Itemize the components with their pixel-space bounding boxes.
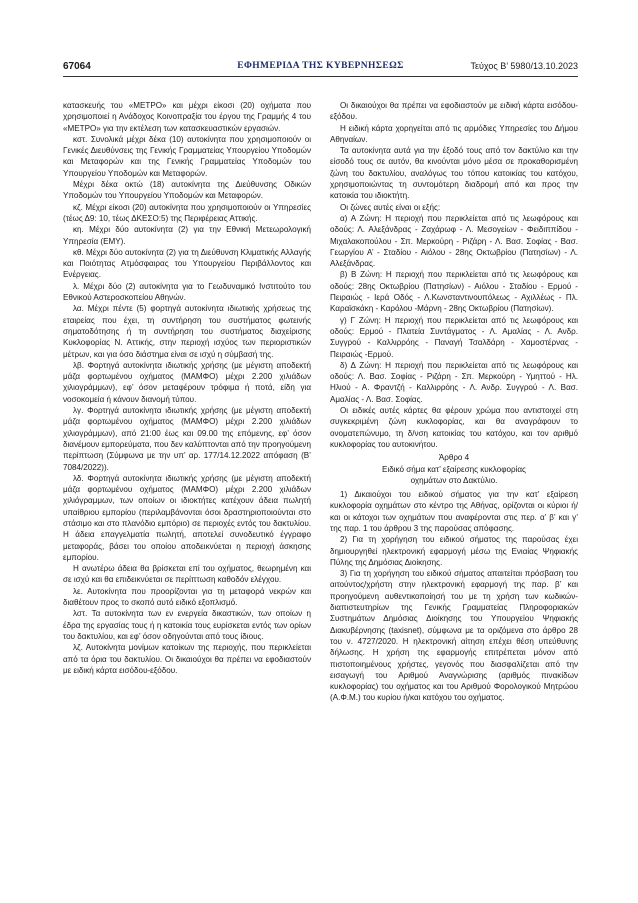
article-title-line-1: Ειδικό σήμα κατ’ εξαίρεσης κυκλοφορίας <box>382 464 526 474</box>
paragraph: λα. Μέχρι πέντε (5) φορτηγά αυτοκίνητα ιδιωτικής χρήσεως της εταιρείας που έχει, τη συντήρηση του συστήματος φωτεινής σηματοδότησης ή τη συντήρηση του συστήματος διαχείρισης Κυκλοφορίας Ν. Αττικής, στην περιοχή ισχύος των περιοριστικών μέτρων, και για όσο διάστημα είναι σε ισχύ η σύμβασή της. <box>63 304 311 359</box>
paragraph: κθ. Μέχρι δύο αυτοκίνητα (2) για τη Διεύθυνση Κλιματικής Αλλαγής και Ποιότητας Ατμόσφαιρας του Υπουργείου Περιβάλλοντος και Ενέργειας. <box>63 247 311 280</box>
paragraph: Μέχρι δέκα οκτώ (18) αυτοκίνητα της Διεύθυνσης Οδικών Υποδομών του Υπουργείου Υποδομών και Μεταφορών. <box>63 180 311 201</box>
paragraph: Οι ζώνες αυτές είναι οι εξής: <box>340 202 441 212</box>
left-column <box>63 100 311 676</box>
issue-reference: Τεύχος Β’ 5980/13.10.2023 <box>470 61 578 71</box>
paragraph: κζ. Μέχρι είκοσι (20) αυτοκίνητα που χρησιμοποιούν οι Υπηρεσίες (τέως Δ9: 10, τέως ΔΚΕΣΟ:5) της Περιφέρειας Αττικής. <box>63 202 311 223</box>
paragraph: κη. Μέχρι δύο αυτοκίνητα (2) για την Εθνική Μετεωρολογική Υπηρεσία (ΕΜΥ). <box>63 225 311 246</box>
paragraph: Η ανωτέρω άδεια θα βρίσκεται επί του οχήματος, θεωρημένη και σε ισχύ και θα επιδεικνύεται σε περίπτωση καθοδόν ελέγχου. <box>63 564 311 585</box>
paragraph: β) Β Ζώνη: Η περιοχή που περικλείεται από τις λεωφόρους και οδούς: 28ης Οκτωβρίου (Πατησίων) - Αιόλου - Σταδίου - Ερμού - Πειραιώς - Ιερά Οδός - Λ.Κωνσταντινουπόλεως - Αχιλλέως - Πλ. Καραϊσκάκη - Καρόλου -Μάρνη - 28ης Οκτωβρίου (Πατησίων). <box>330 270 578 314</box>
paragraph: λστ. Τα αυτοκίνητα των εν ενεργεία δικαστικών, των οποίων η έδρα της εργασίας τους ή η κατοικία τους ευρίσκεται εντός των ορίων του δακτυλίου, και εφ’ όσον οδηγούνται από τους ίδιους. <box>63 609 311 641</box>
paragraph: Η ειδική κάρτα χορηγείται από τις αρμόδιες Υπηρεσίες του Δήμου Αθηναίων. <box>330 123 578 144</box>
paragraph: 3) Για τη χορήγηση του ειδικού σήματος απαιτείται πρόσβαση του αιτούντος/χρήστη στην ηλεκτρονική εφαρμογή της παρ. β’ και προηγούμενη αυθεντικοποίησή του με τη χρήση των κωδικών- διαπιστευτηρίων της Γενικής Γραμματείας Πληροφοριακών Συστημάτων Δημόσιας Διοίκησης του Υπουργείου Ψηφιακής Διακυβέρνησης (taxisnet), σύμφωνα με τα οριζόμενα στο άρθρο 28 του ν. 4727/2020. Η ηλεκτρονική αίτηση επέχει θέση υπεύθυνης δήλωσης. Η χρήση της εφαρμογής επιτρέπεται μόνον από πιστοποιημένους χρήστες, γεγονός που διασφαλίζεται από την εισαγωγή του Αριθμού Αναγνώρισης (αριθμός πινακίδων κυκλοφορίας) του οχήματος και του Αριθμού Φορολογικού Μητρώου (Α.Φ.Μ.) του κυρίου ή/και κατόχου του οχήματος. <box>330 569 578 703</box>
page-number: 67064 <box>63 61 91 72</box>
paragraph: Οι ειδικές αυτές κάρτες θα φέρουν χρώμα που αντιστοιχεί στη συγκεκριμένη ζώνη κυκλοφορίας, και θα αναγράφουν το ονοματεπώνυμο, τη δ/νση κατοικίας του κατόχου, και τον αριθμό κυκλοφορίας του αυτοκινήτου. <box>330 406 578 449</box>
paragraph: κατασκευής του «ΜΕΤΡΟ» και μέχρι είκοσι (20) οχήματα που χρησιμοποιεί η Ανάδοχος Κοινοπραξία του έργου της Γραμμής 4 του «ΜΕΤΡΟ» για την εκτέλεση των κατασκευαστικών εργασιών. <box>63 101 311 133</box>
article-heading <box>330 452 578 486</box>
paragraph: 2) Για τη χορήγηση του ειδικού σήματος της παρούσας έχει δημιουργηθεί ηλεκτρονική εφαρμογή μέσω της Ενιαίας Ψηφιακής Πύλης της Δημόσιας Διοίκησης. <box>330 535 578 567</box>
paragraph: λδ. Φορτηγά αυτοκίνητα ιδιωτικής χρήσης (με μέγιστη αποδεκτή μάζα φορτωμένου οχήματος (ΜΑΜΦΟ) μέχρι 2.200 χιλιάδων χιλιόγραμμων, των οποίων οι ιδιοκτήτες κατέχουν άδεια πωλητή υπαίθριου εμπορίου (περιλαμβάνονται όσοι δραστηριοποιούνται στο στάσιμο και στο πλανόδιο εμπόριο) σε περιοχές εντός του δακτυλίου. Η άδεια επαγγελματία πωλητή, αποτελεί συνοδευτικό έγγραφο μεταφοράς, βάσει του οποίου αποδεικνύεται η περιοχή άσκησης εμπορίου. <box>63 473 311 562</box>
paragraph: γ) Γ Ζώνη: Η περιοχή που περικλείεται από τις λεωφόρους και οδούς: Ερμού - Πλατεία Συντάγματος - Λ. Αμαλίας - Λ. Ανδρ. Συγγρού - Καλλιρρόης - Παναγή Τσαλδάρη - Χαμοστέρνας - Πειραιώς -Ερμού. <box>330 315 578 359</box>
paragraph: λ. Μέχρι δύο (2) αυτοκίνητα για το Γεωδυναμικό Ινστιτούτο του Εθνικού Αστεροσκοπείου Αθηνών. <box>63 281 311 303</box>
paragraph: λζ. Αυτοκίνητα μονίμων κατοίκων της περιοχής, που περικλείεται από τα όρια του δακτυλίου. Οι δικαιούχοι θα πρέπει να εφοδιαστούν με ειδική κάρτα εισόδου-εξόδου. <box>63 643 311 675</box>
page-header <box>63 60 578 77</box>
right-column <box>330 100 578 704</box>
paragraph: κστ. Συνολικά μέχρι δέκα (10) αυτοκίνητα που χρησιμοποιούν οι Γενικές Διευθύνσεις της Γενικής Γραμματείας Υπουργείου Υποδομών και Μεταφορών και της Γενικής Γραμματείας Υποδομών του Υπουργείου Υποδομών και Μεταφορών. <box>63 134 311 178</box>
journal-title: ΕΦΗΜΕΡΙΔΑ ΤΗΣ ΚΥΒΕΡΝΗΣΕΩΣ <box>237 61 404 71</box>
paragraph: λγ. Φορτηγά αυτοκίνητα ιδιωτικής χρήσης (με μέγιστη αποδεκτή μάζα φορτωμένου οχήματος (ΜΑΜΦΟ) μέχρι 2.200 χιλιάδων χιλιογράμμων), από 21:00 έως και 09.00 της επόμενης, εφ’ όσον διανέμουν εμπορεύματα, που δεν καλύπτονται από την προηγούμενη περίπτωση (Σύμφωνα με την υπ’ αρ. 177/14.12.2022 απόφαση (Β’ 7084/2022)). <box>63 406 311 472</box>
article-number: Άρθρο 4 <box>438 453 470 463</box>
paragraph: Οι δικαιούχοι θα πρέπει να εφοδιαστούν με ειδική κάρτα εισόδου-εξόδου. <box>330 101 578 122</box>
paragraph: λβ. Φορτηγά αυτοκίνητα ιδιωτικής χρήσης (με μέγιστη αποδεκτή μάζα φορτωμένου οχήματος (ΜΑΜΦΟ) μέχρι 2.200 χιλιάδων χιλιογράμμων), εφ’ όσον μεταφέρουν τρόφιμα ή ποτά, είδη για νοσοκομεία ή κάνουν διανομή τύπου. <box>63 360 311 404</box>
paragraph: Τα αυτοκίνητα αυτά για την έξοδό τους από τον δακτύλιο και την είσοδό τους σε αυτόν, θα κινούνται μόνο μέσα σε προκαθορισμένη ζώνη του δακτυλίου, αναλόγως του τόπου κατοικίας του κατόχου, χρησιμοποιώντας τη συντομότερη διαδρομή από και προς την κατοικία του ιδιοκτήτη. <box>330 146 578 201</box>
paragraph: α) Α Ζώνη: Η περιοχή που περικλείεται από τις λεωφόρους και οδούς: Λ. Αλεξάνδρας - Ζαχάρωφ - Λ. Μεσογείων - Φειδιππίδου - Μιχαλακοπούλου - Σπ. Μερκούρη - Ριζάρη - Λ. Βασ. Σοφίας - Βασ. Γεωργίου Α’ - Σταδίου - Αιόλου - 28ης Οκτωβρίου (Πατησίων) - Λ. Αλεξάνδρας. <box>330 213 578 269</box>
paragraph: 1) Δικαιούχοι του ειδικού σήματος για την κατ’ εξαίρεση κυκλοφορία οχημάτων στο κέντρο της Αθήνας, ορίζονται οι κύριοι ή/και οι κάτοχοι των οχημάτων που αναφέρονται στις περ. α’ β’ και γ’ της παρ. 1 του άρθρου 3 της παρούσας απόφασης. <box>330 490 578 533</box>
paragraph: λε. Αυτοκίνητα που προορίζονται για τη μεταφορά νεκρών και διαθέτουν προς το σκοπό αυτό ειδικό εξοπλισμό. <box>63 586 311 608</box>
paragraph: δ) Δ Ζώνη: Η περιοχή που περικλείεται από τις λεωφόρους και οδούς: Λ. Βασ. Σοφίας - Ριζάρη - Σπ. Μερκούρη - Υμηττού - Ηλ. Ηλιού - Α. Φραντζή - Καλλιρρόης - Λ. Ανδρ. Συγγρού - Λ. Βασ. Αμαλίας - Λ. Βασ. Σοφίας. <box>330 360 578 404</box>
article-title-line-2: οχημάτων στο Δακτύλιο. <box>410 475 498 485</box>
